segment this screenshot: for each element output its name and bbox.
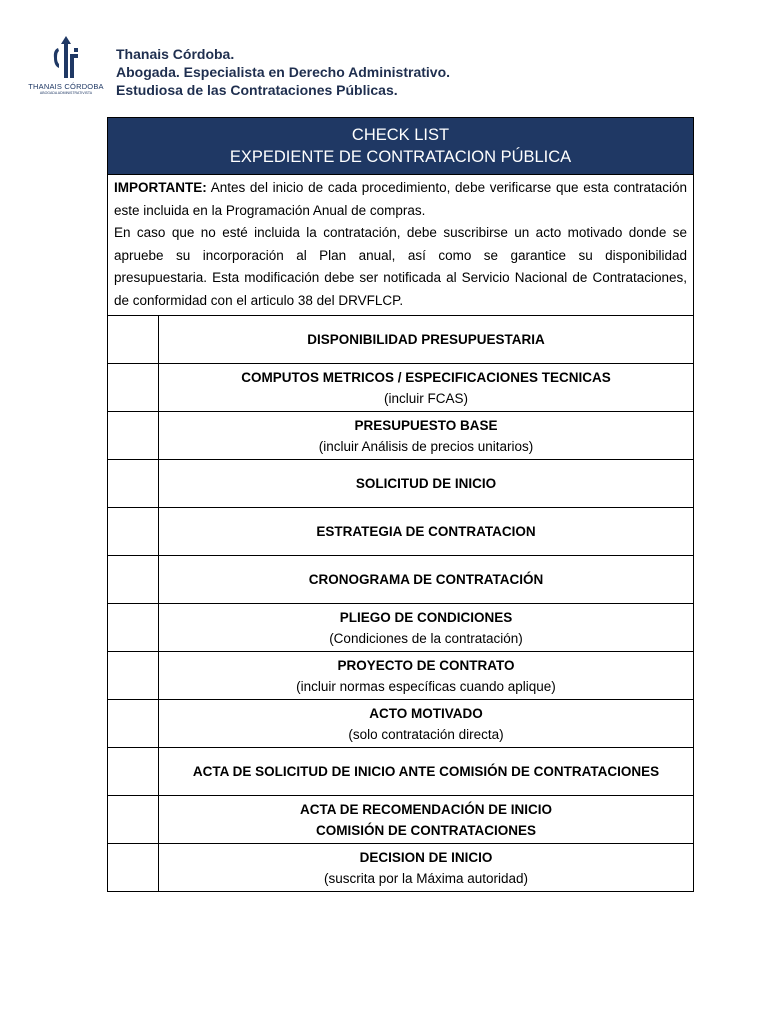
checklist-title: CHECK LIST bbox=[351, 126, 450, 144]
item-title: PLIEGO DE CONDICIONES bbox=[339, 609, 513, 625]
logo-tagline: ABOGADA ADMINISTRATIVISTA bbox=[39, 91, 93, 95]
important-paragraph bbox=[114, 177, 687, 222]
checklist-item bbox=[159, 604, 694, 652]
author-name: Thanais Córdoba. bbox=[116, 46, 235, 62]
checkbox-cell[interactable] bbox=[108, 796, 159, 844]
item-title: ESTRATEGIA DE CONTRATACION bbox=[316, 524, 536, 539]
checklist-item bbox=[159, 844, 694, 892]
checklist-subtitle: EXPEDIENTE DE CONTRATACION PÚBLICA bbox=[229, 148, 572, 166]
checkbox-cell[interactable] bbox=[108, 700, 159, 748]
checklist-row bbox=[108, 556, 694, 604]
checkbox-cell[interactable] bbox=[108, 508, 159, 556]
checklist-item bbox=[159, 652, 694, 700]
item-title: ACTO MOTIVADO bbox=[369, 705, 483, 721]
checklist-row bbox=[108, 412, 694, 460]
checklist-item bbox=[159, 508, 694, 556]
checklist-item bbox=[159, 364, 694, 412]
item-subtitle: (incluir Análisis de precios unitarios) bbox=[318, 438, 534, 454]
logo bbox=[28, 36, 104, 98]
item-title: SOLICITUD DE INICIO bbox=[355, 476, 497, 491]
note-paragraph: En caso que no esté incluida la contratación, debe suscribirse un acto motivado donde se apruebe su incorporación al Plan anual, así como se garantice su disponibilidad presupuestaria. Esta modificación debe ser notificada al Servicio Nacional de Contrataciones, de conformidad con el articulo 38 del DRVFLCP. bbox=[114, 225, 687, 308]
checklist-row bbox=[108, 748, 694, 796]
checklist-item bbox=[159, 796, 694, 844]
checklist-item bbox=[159, 700, 694, 748]
item-title: PROYECTO DE CONTRATO bbox=[337, 657, 515, 673]
checkbox-cell[interactable] bbox=[108, 316, 159, 364]
checkbox-cell[interactable] bbox=[108, 556, 159, 604]
title-cell bbox=[108, 118, 694, 175]
checklist-row bbox=[108, 460, 694, 508]
item-subtitle: (suscrita por la Máxima autoridad) bbox=[323, 870, 529, 886]
item-title: DECISION DE INICIO bbox=[359, 849, 493, 865]
checklist-item bbox=[159, 316, 694, 364]
checkbox-cell[interactable] bbox=[108, 748, 159, 796]
checklist-row bbox=[108, 316, 694, 364]
checklist-item bbox=[159, 460, 694, 508]
checklist-row bbox=[108, 604, 694, 652]
item-title: DISPONIBILIDAD PRESUPUESTARIA bbox=[307, 332, 545, 347]
checklist-item bbox=[159, 556, 694, 604]
item-title: ACTA DE RECOMENDACIÓN DE INICIO bbox=[299, 801, 552, 817]
important-text: Antes del inicio de cada procedimiento, debe verificarse que esta contratación este incluida en la Programación Anual de compras. bbox=[114, 180, 687, 218]
item-title: COMPUTOS METRICOS / ESPECIFICACIONES TECNICAS bbox=[241, 369, 611, 385]
checklist-row bbox=[108, 844, 694, 892]
checklist-row bbox=[108, 796, 694, 844]
checklist-item bbox=[159, 748, 694, 796]
item-title: PRESUPUESTO BASE bbox=[354, 417, 498, 433]
item-subtitle: (incluir FCAS) bbox=[383, 390, 468, 406]
item-subtitle: COMISIÓN DE CONTRATACIONES bbox=[315, 822, 536, 838]
checkbox-cell[interactable] bbox=[108, 844, 159, 892]
checklist-table bbox=[107, 117, 694, 892]
checkbox-cell[interactable] bbox=[108, 460, 159, 508]
notice-cell bbox=[108, 175, 694, 316]
author-block bbox=[116, 45, 450, 99]
item-subtitle: (Condiciones de la contratación) bbox=[329, 630, 523, 646]
item-title: CRONOGRAMA DE CONTRATACIÓN bbox=[308, 572, 544, 587]
checkbox-cell[interactable] bbox=[108, 604, 159, 652]
checklist-row bbox=[108, 700, 694, 748]
author-title: Abogada. Especialista en Derecho Administrativo. bbox=[116, 64, 451, 80]
notice-row bbox=[108, 175, 694, 316]
checklist-item bbox=[159, 412, 694, 460]
document-header bbox=[28, 36, 728, 100]
checklist-row bbox=[108, 508, 694, 556]
checkbox-cell[interactable] bbox=[108, 412, 159, 460]
logo-mark-icon bbox=[50, 36, 82, 80]
checklist-row bbox=[108, 364, 694, 412]
checkbox-cell[interactable] bbox=[108, 652, 159, 700]
title-row bbox=[108, 118, 694, 175]
item-subtitle: (incluir normas específicas cuando aplique) bbox=[296, 678, 556, 694]
author-subtitle: Estudiosa de las Contrataciones Públicas. bbox=[116, 82, 398, 98]
item-title: ACTA DE SOLICITUD DE INICIO ANTE COMISIÓN DE CONTRATACIONES bbox=[192, 764, 660, 779]
item-subtitle: (solo contratación directa) bbox=[348, 726, 504, 742]
logo-wordmark: THANAIS CÓRDOBA bbox=[28, 82, 104, 91]
important-label: IMPORTANTE: bbox=[114, 180, 207, 195]
checkbox-cell[interactable] bbox=[108, 364, 159, 412]
checklist-row bbox=[108, 652, 694, 700]
